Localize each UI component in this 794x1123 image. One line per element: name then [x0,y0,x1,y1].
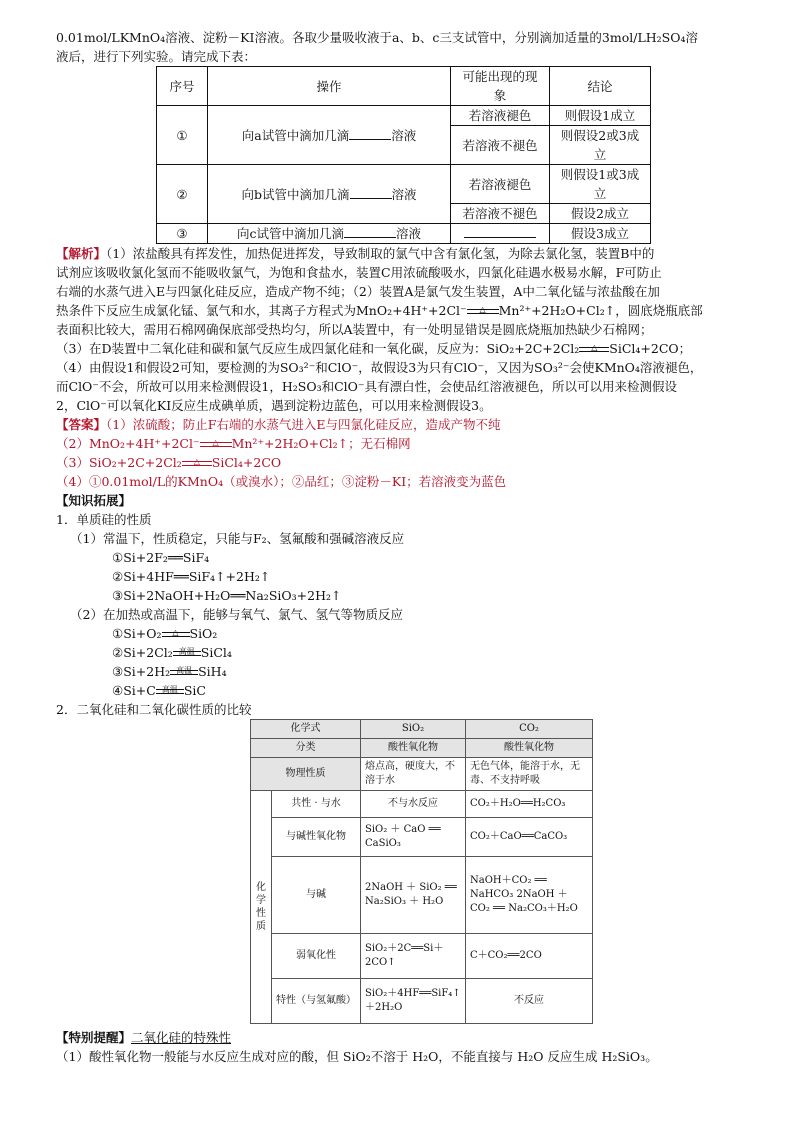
answer-line: （4）①0.01mol/L的KMnO₄（或溴水）；②品红；③淀粉－KI；若溶液变为蓝色 [56,474,507,489]
operation-cell: 向a试管中滴加几滴 溶液 [208,106,451,165]
answer-line: 【答案】（1）浓硫酸；防止F右端的水蒸气进入E与四氯化硅反应，造成产物不纯 [56,417,501,432]
header-cell: CO₂ [466,720,593,739]
header-cell: 操作 [208,67,451,106]
header-cell: 可能出现的现象 [451,67,550,106]
header-cell: 物理性质 [251,758,361,791]
tip-title: 二氧化硅的特殊性 [131,1030,232,1045]
table-row [251,818,593,857]
subsection-heading: （1）常温下，性质稳定，只能与F₂、氢氟酸和强碱溶液反应 [70,531,405,546]
phenomenon-cell: 若溶液褪色 [451,106,550,126]
header-cell: 序号 [157,67,208,106]
analysis-line: 热条件下反应生成氯化锰、氯气和水，其离子方程式为MnO₂+4H⁺+2Cl⁻ △ Mn²⁺+2H₂O+Cl₂↑，圆底烧瓶底部 [56,303,703,318]
answer-tag: 【答案】 [56,417,107,432]
table-row [251,979,593,1024]
document-page [56,28,746,1066]
header-cell: 化学性质 [251,791,272,1024]
conclusion-cell: 则假设2或3成立 [550,126,651,165]
tip-tag: 【特别提醒】 [56,1030,132,1045]
table-cell: SiO₂＋2C══Si＋2CO↑ [361,934,466,979]
table-cell: CO₂＋CaO══CaCO₃ [466,818,593,857]
row-label: 弱氧化性 [272,934,361,979]
analysis-line: 而ClO⁻不会，所故可以用来检测假设1，H₂SO₃和ClO⁻具有漂白性，会使品红溶液褪色，所以可以用来检测假设 [56,379,678,394]
knowledge-tag: 【知识拓展】 [56,493,132,508]
phenomenon-cell: 若溶液褪色 [451,165,550,204]
table-cell: SiO₂ ＋ CaO ══ CaSiO₃ [361,818,466,857]
analysis-line: 右端的水蒸气进入E与四氯化硅反应，造成产物不纯；（2）装置A是氯气发生装置，A中二氧化锰与浓盐酸在加 [56,284,660,299]
tip-line [56,1028,746,1047]
intro-line-2: 液后，进行下列实验。请完成下表： [56,49,257,64]
equation: ①Si+O₂ △ SiO₂ [112,626,218,641]
equation: ③Si+2NaOH+H₂O══Na₂SiO₃+2H₂↑ [112,588,342,603]
comparison-table [250,719,593,1024]
phenomenon-cell: 若溶液不褪色 [451,126,550,165]
table-cell: 不反应 [466,979,593,1024]
table-row [251,791,593,818]
table-row [251,720,593,739]
equation: ②Si+2Cl₂ 高温 SiCl₄ [112,645,232,660]
section-heading: 2．二氧化硅和二氧化碳性质的比较 [56,702,252,717]
table-row [157,106,651,126]
row-number: ① [157,106,208,165]
row-number: ③ [157,224,208,244]
table-row [251,758,593,791]
table-row [251,857,593,934]
equation: ①Si+2F₂══SiF₄ [112,550,210,565]
header-cell: 结论 [550,67,651,106]
table-cell: CO₂＋H₂O══H₂CO₃ [466,791,593,818]
table-row [251,739,593,758]
header-cell: SiO₂ [361,720,466,739]
table-cell: 无色气体，能溶于水，无毒、不支持呼吸 [466,758,593,791]
conclusion-cell: 则假设1或3成立 [550,165,651,204]
table-cell: 熔点高，硬度大，不溶于水 [361,758,466,791]
table-row [157,224,651,244]
header-cell: 化学式 [251,720,361,739]
operation-cell: 向c试管中滴加几滴 溶液 [208,224,451,244]
section-heading: 1．单质硅的性质 [56,512,152,527]
phenomenon-cell: 若溶液不褪色 [451,204,550,224]
row-number: ② [157,165,208,224]
conclusion-cell: 则假设1成立 [550,106,651,126]
table-cell: SiO₂＋4HF══SiF₄↑＋2H₂O [361,979,466,1024]
answer-line: （2）MnO₂+4H⁺+2Cl⁻ △ Mn²⁺+2H₂O+Cl₂↑；无石棉网 [56,436,411,451]
header-cell: 分类 [251,739,361,758]
row-label: 特性（与氢氟酸） [272,979,361,1024]
intro-line-1: 0.01mol/LKMnO₄溶液、淀粉－KI溶液。各取少量吸收液于a、b、c三支试管中，分别滴加适量的3mol/LH₂SO₄溶 [56,30,698,45]
answer-line: （3）SiO₂+2C+2Cl₂ △ SiCl₄+2CO [56,455,282,470]
equation: ③Si+2H₂ 高温 SiH₄ [112,664,227,679]
table-cell: NaOH＋CO₂ ══ NaHCO₃ 2NaOH ＋ CO₂ ══ Na₂CO₃＋H₂O [466,857,593,934]
table-row [157,165,651,204]
experiment-table [156,66,651,244]
phenomenon-cell [451,224,550,244]
tip-text: （1）酸性氧化物一般能与水反应生成对应的酸，但 SiO₂不溶于 H₂O，不能直接与 H₂O 反应生成 H₂SiO₃。 [56,1049,658,1064]
analysis-line: （3）在D装置中二氧化硅和碳和氯气反应生成四氯化硅和一氧化碳，反应为：SiO₂+2C+2Cl₂ △ SiCl₄+2CO； [56,341,692,356]
table-cell: 2NaOH ＋ SiO₂ ══ Na₂SiO₃ ＋ H₂O [361,857,466,934]
analysis-line: 表面积比较大，需用石棉网确保底部受热均匀，所以A装置中，有一处明显错误是圆底烧瓶加热缺少石棉网； [56,322,653,337]
equation: ②Si+4HF══SiF₄↑+2H₂↑ [112,569,271,584]
row-label: 与碱性氧化物 [272,818,361,857]
conclusion-cell: 假设2成立 [550,204,651,224]
table-cell: 酸性氧化物 [466,739,593,758]
table-cell: C＋CO₂══2CO [466,934,593,979]
analysis-line: 试剂应该吸收氯化氢而不能吸收氯气，为饱和食盐水，装置C用浓硫酸吸水，四氯化硅遇水极易水解，F可防止 [56,265,662,280]
analysis-line: （4）由假设1和假设2可知，要检测的为SO₃²⁻和ClO⁻，故假设3为只有ClO⁻，又因为SO₃²⁻会使KMnO₄溶液褪色， [56,360,703,375]
row-label: 与碱 [272,857,361,934]
table-row [251,934,593,979]
table-cell: 酸性氧化物 [361,739,466,758]
subsection-heading: （2）在加热或高温下，能够与氧气、氯气、氢气等物质反应 [70,607,403,622]
table-row [157,67,651,106]
conclusion-cell: 假设3成立 [550,224,651,244]
analysis-line: 2，ClO⁻可以氧化KI反应生成碘单质，遇到淀粉边蓝色，可以用来检测假设3。 [56,398,492,413]
equation: ④Si+C 高温 SiC [112,683,206,698]
analysis-tag: 【解析】 [56,246,107,261]
row-label: 共性 · 与水 [272,791,361,818]
analysis-line: 【解析】（1）浓盐酸具有挥发性，加热促进挥发，导致制取的氯气中含有氯化氢，为除去氯化氢，装置B中的 [56,246,655,261]
table-cell: 不与水反应 [361,791,466,818]
operation-cell: 向b试管中滴加几滴 溶液 [208,165,451,224]
